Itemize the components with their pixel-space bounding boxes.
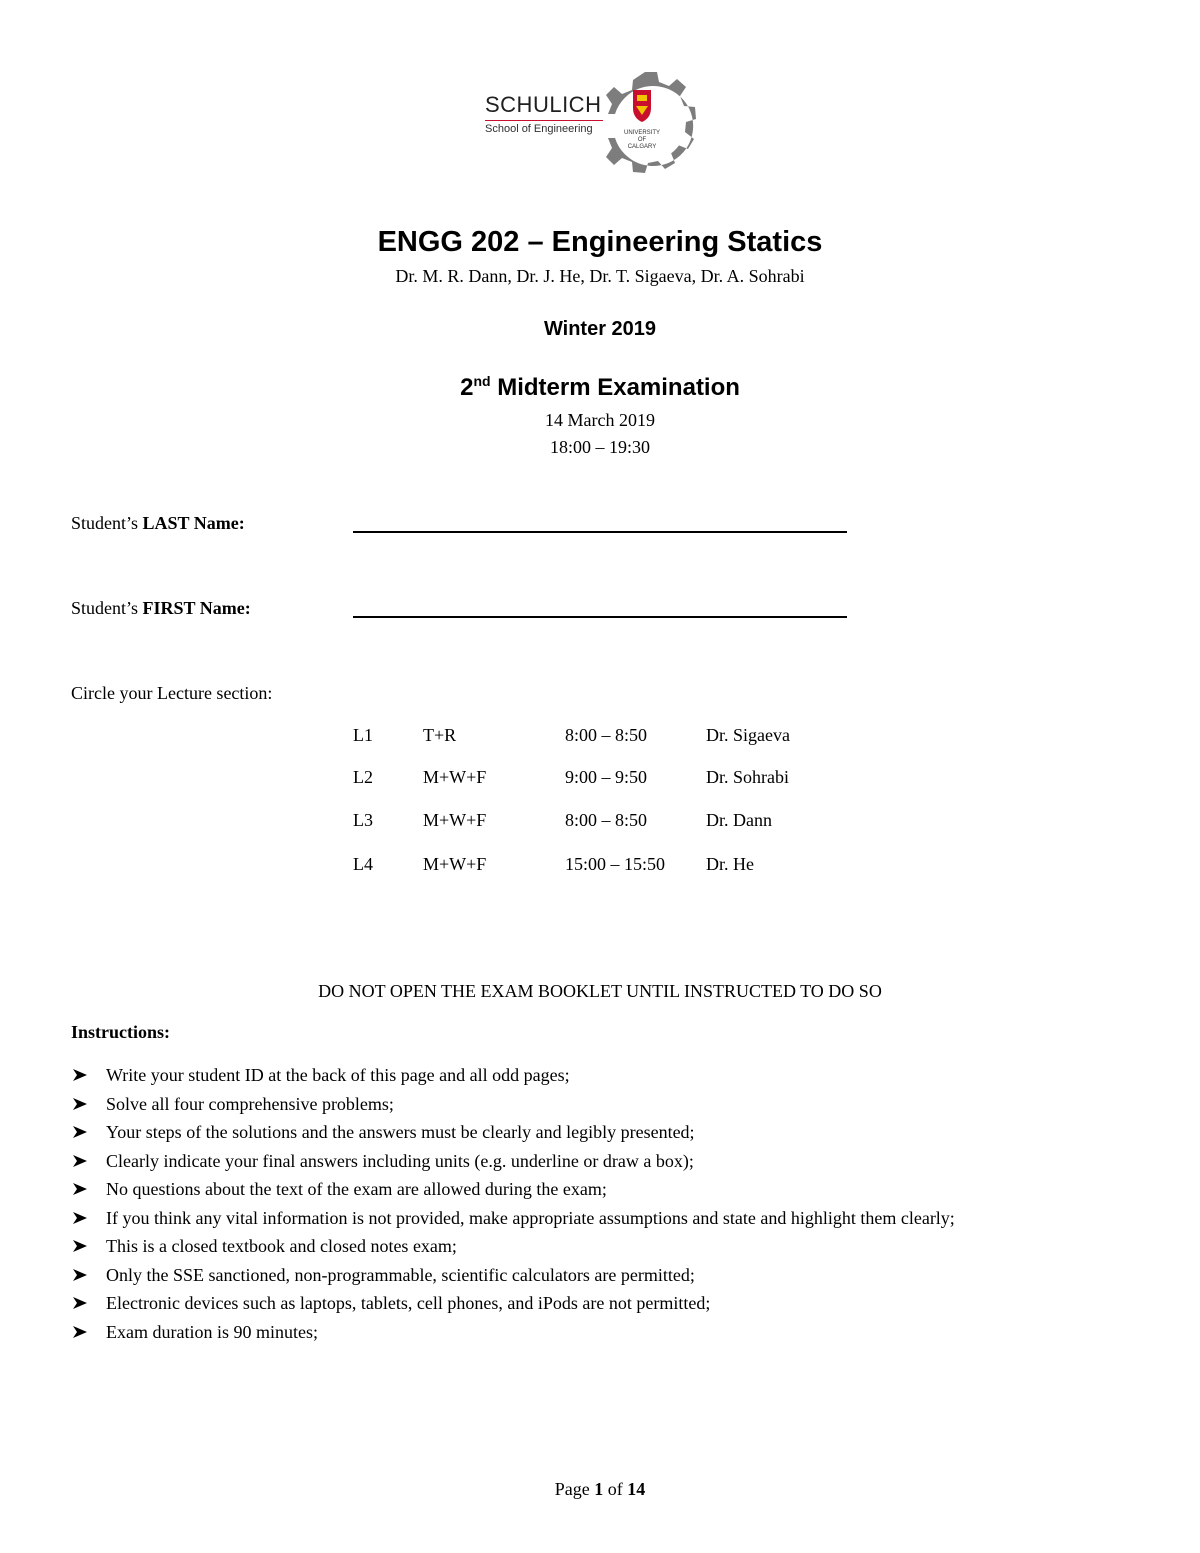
instructions-heading: Instructions:: [71, 1022, 171, 1042]
list-item: [71, 1234, 1181, 1263]
gear-icon: [585, 68, 720, 186]
section-time: 8:00 – 8:50: [565, 810, 648, 830]
logo-divider: [485, 120, 603, 121]
exam-title: [0, 373, 1200, 403]
instruction-text: Only the SSE sanctioned, non-programmable, scientific calculators are permitted;: [106, 1264, 695, 1285]
schulich-logo: [483, 68, 723, 186]
section-days: M+W+F: [423, 810, 487, 830]
instruction-text: Clearly indicate your final answers including units (e.g. underline or draw a box);: [106, 1150, 694, 1171]
instruction-text: Solve all four comprehensive problems;: [106, 1093, 394, 1114]
list-item: [71, 1063, 1181, 1092]
arrowhead-bullet-icon: [73, 1155, 87, 1167]
lecture-section-row[interactable]: [0, 723, 1200, 749]
course-title: ENGG 202 – Engineering Statics: [377, 226, 823, 258]
instruction-text: If you think any vital information is not provided, make appropriate assumptions and state and highlight them clearly;: [106, 1207, 955, 1228]
logo-subtitle: School of Engineering: [485, 123, 593, 135]
footer-prefix: Page: [554, 1479, 595, 1499]
instructor-list: Dr. M. R. Dann, Dr. J. He, Dr. T. Sigaeva, Dr. A. Sohrabi: [395, 266, 805, 286]
arrowhead-bullet-icon: [73, 1240, 87, 1252]
arrowhead-bullet-icon: [73, 1126, 87, 1138]
arrowhead-bullet-icon: [73, 1098, 87, 1110]
last-name-bold: LAST Name:: [142, 513, 245, 533]
instruction-text: Exam duration is 90 minutes;: [106, 1321, 318, 1342]
section-instructor: Dr. Sigaeva: [706, 725, 790, 745]
instruction-text: Your steps of the solutions and the answers must be clearly and legibly presented;: [106, 1122, 695, 1142]
list-item: [71, 1092, 1181, 1121]
arrowhead-bullet-icon: [73, 1069, 87, 1081]
list-item: [71, 1206, 1181, 1235]
page-footer: [0, 1477, 1200, 1501]
section-days: M+W+F: [423, 767, 487, 787]
exam-number-suffix: nd: [473, 373, 491, 389]
instruction-text: No questions about the text of the exam are allowed during the exam;: [106, 1179, 607, 1199]
instructions-list: [71, 1063, 1181, 1348]
first-name-label: [71, 596, 251, 620]
section-days: M+W+F: [423, 854, 487, 874]
page-total: 14: [627, 1479, 646, 1499]
instruction-text: Electronic devices such as laptops, tablets, cell phones, and iPods are not permitted;: [106, 1293, 711, 1313]
term: Winter 2019: [543, 318, 657, 340]
arrowhead-bullet-icon: [73, 1269, 87, 1281]
exam-title-text: Midterm Examination: [490, 374, 740, 401]
arrowhead-bullet-icon: [73, 1212, 87, 1224]
arrowhead-bullet-icon: [73, 1297, 87, 1309]
section-code: L2: [353, 767, 373, 787]
lecture-section-row[interactable]: [0, 852, 1200, 878]
last-name-label: [71, 511, 245, 535]
instruction-text: Write your student ID at the back of this page and all odd pages;: [106, 1065, 570, 1085]
crest-caption: [622, 130, 662, 151]
section-instructor: Dr. He: [706, 854, 754, 874]
section-code: L1: [353, 725, 373, 745]
arrowhead-bullet-icon: [73, 1326, 87, 1338]
do-not-open-notice: DO NOT OPEN THE EXAM BOOKLET UNTIL INSTRUCTED TO DO SO: [318, 981, 882, 1001]
lecture-section-row[interactable]: [0, 765, 1200, 791]
section-code: L3: [353, 810, 373, 830]
exam-time: 18:00 – 19:30: [549, 437, 650, 457]
logo-wordmark: SCHULICH: [485, 92, 602, 117]
list-item: [71, 1263, 1181, 1292]
list-item: [71, 1149, 1181, 1178]
last-name-prefix: Student’s: [71, 513, 143, 533]
section-days: T+R: [423, 725, 457, 745]
first-name-prefix: Student’s: [71, 598, 143, 618]
section-time: 15:00 – 15:50: [565, 854, 666, 874]
section-instructor: Dr. Sohrabi: [706, 767, 789, 787]
page-number: 1: [594, 1479, 604, 1499]
exam-number: 2: [460, 374, 474, 401]
lecture-section-row[interactable]: [0, 808, 1200, 834]
list-item: [71, 1177, 1181, 1206]
crest-caption-top: UNIVERSITY OF: [623, 130, 660, 143]
footer-middle: of: [603, 1479, 628, 1499]
section-instructor: Dr. Dann: [706, 810, 772, 830]
exam-date: 14 March 2019: [545, 410, 655, 430]
list-item: [71, 1291, 1181, 1320]
first-name-bold: FIRST Name:: [142, 598, 251, 618]
section-time: 8:00 – 8:50: [565, 725, 648, 745]
arrowhead-bullet-icon: [73, 1183, 87, 1195]
first-name-field[interactable]: [353, 616, 847, 618]
instruction-text: This is a closed textbook and closed notes exam;: [106, 1236, 457, 1256]
lecture-prompt: Circle your Lecture section:: [71, 683, 273, 703]
section-time: 9:00 – 9:50: [565, 767, 648, 787]
crest-caption-bottom: CALGARY: [627, 144, 657, 150]
last-name-field[interactable]: [353, 531, 847, 533]
list-item: [71, 1120, 1181, 1149]
section-code: L4: [353, 854, 373, 874]
list-item: [71, 1320, 1181, 1349]
